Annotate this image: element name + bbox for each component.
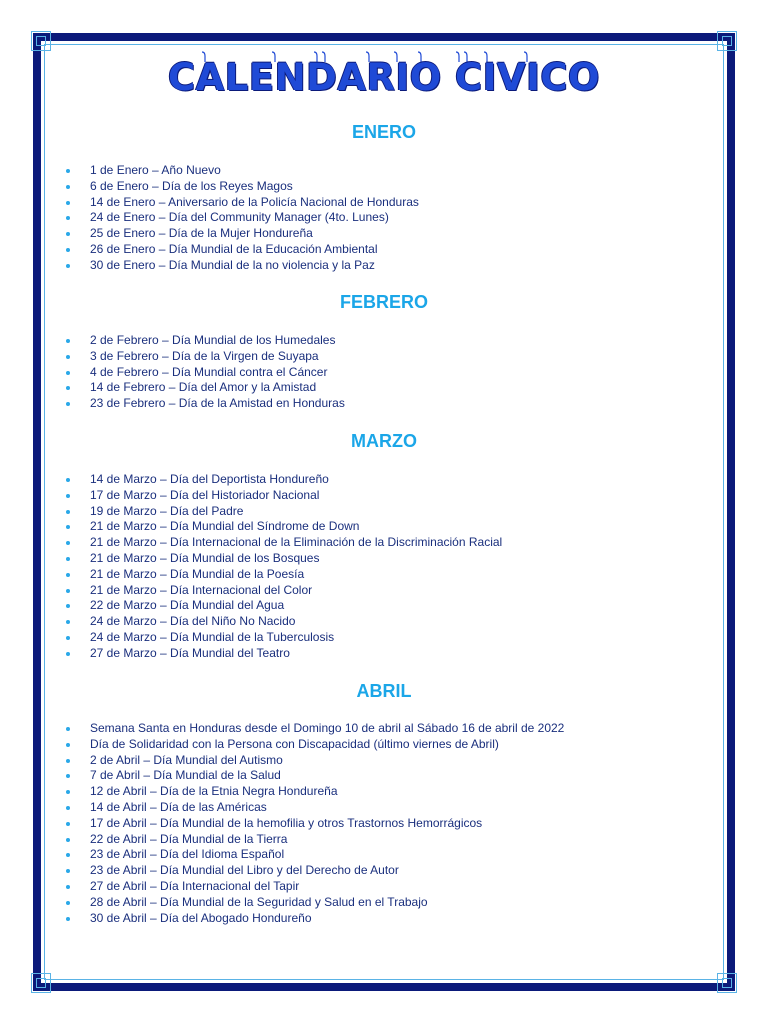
page-title: CALENDARIO CIVICO xyxy=(168,56,600,99)
list-item: 28 de Abril – Día Mundial de la Seguridad y Salud en el Trabajo xyxy=(0,895,768,911)
list-item: 21 de Marzo – Día Internacional del Color xyxy=(0,583,768,599)
list-item: 14 de Enero – Aniversario de la Policía Nacional de Honduras xyxy=(0,195,768,211)
list-item: 14 de Febrero – Día del Amor y la Amistad xyxy=(0,380,768,396)
list-item: 2 de Febrero – Día Mundial de los Humedales xyxy=(0,333,768,349)
corner-ornament-top-right xyxy=(717,31,737,51)
month-heading-abril: ABRIL xyxy=(356,681,412,701)
list-item: 24 de Enero – Día del Community Manager (4to. Lunes) xyxy=(0,210,768,226)
list-item: 4 de Febrero – Día Mundial contra el Cáncer xyxy=(0,365,768,381)
corner-ornament-bottom-left xyxy=(31,973,51,993)
month-heading-marzo: MARZO xyxy=(351,431,417,451)
list-item: 24 de Marzo – Día Mundial de la Tuberculosis xyxy=(0,630,768,646)
list-item: 23 de Abril – Día Mundial del Libro y del Derecho de Autor xyxy=(0,863,768,879)
list-item: 25 de Enero – Día de la Mujer Hondureña xyxy=(0,226,768,242)
list-item: 14 de Marzo – Día del Deportista Hondureño xyxy=(0,472,768,488)
list-item: 23 de Abril – Día del Idioma Español xyxy=(0,847,768,863)
corner-ornament-top-left xyxy=(31,31,51,51)
list-item: 21 de Marzo – Día Mundial de la Poesía xyxy=(0,567,768,583)
list-item: 22 de Abril – Día Mundial de la Tierra xyxy=(0,832,768,848)
month-heading-febrero: FEBRERO xyxy=(339,292,428,312)
list-item: 12 de Abril – Día de la Etnia Negra Hondureña xyxy=(0,784,768,800)
list-item: 21 de Marzo – Día Mundial de los Bosques xyxy=(0,551,768,567)
list-item: 6 de Enero – Día de los Reyes Magos xyxy=(0,179,768,195)
list-item: 27 de Abril – Día Internacional del Tapir xyxy=(0,879,768,895)
month-list-enero xyxy=(0,163,768,274)
list-item: 21 de Marzo – Día Mundial del Síndrome de Down xyxy=(0,519,768,535)
list-item: 24 de Marzo – Día del Niño No Nacido xyxy=(0,614,768,630)
list-item: 26 de Enero – Día Mundial de la Educación Ambiental xyxy=(0,242,768,258)
list-item: 21 de Marzo – Día Internacional de la Eliminación de la Discriminación Racial xyxy=(0,535,768,551)
list-item: 27 de Marzo – Día Mundial del Teatro xyxy=(0,646,768,662)
list-item: 30 de Enero – Día Mundial de la no violencia y la Paz xyxy=(0,258,768,274)
list-item: 17 de Abril – Día Mundial de la hemofilia y otros Trastornos Hemorrágicos xyxy=(0,816,768,832)
month-heading-enero: ENERO xyxy=(351,122,416,142)
list-item: 22 de Marzo – Día Mundial del Agua xyxy=(0,598,768,614)
list-item: 1 de Enero – Año Nuevo xyxy=(0,163,768,179)
corner-ornament-bottom-right xyxy=(717,973,737,993)
list-item: 2 de Abril – Día Mundial del Autismo xyxy=(0,753,768,769)
list-item: 17 de Marzo – Día del Historiador Nacional xyxy=(0,488,768,504)
list-item: 19 de Marzo – Día del Padre xyxy=(0,504,768,520)
list-item: 3 de Febrero – Día de la Virgen de Suyapa xyxy=(0,349,768,365)
list-item: Día de Solidaridad con la Persona con Discapacidad (último viernes de Abril) xyxy=(0,737,768,753)
month-list-abril xyxy=(0,721,768,926)
list-item: 23 de Febrero – Día de la Amistad en Honduras xyxy=(0,396,768,412)
list-item: 14 de Abril – Día de las Américas xyxy=(0,800,768,816)
list-item: 30 de Abril – Día del Abogado Hondureño xyxy=(0,911,768,927)
list-item: Semana Santa en Honduras desde el Domingo 10 de abril al Sábado 16 de abril de 2022 xyxy=(0,721,768,737)
month-list-febrero xyxy=(0,333,768,412)
month-list-marzo xyxy=(0,472,768,662)
list-item: 7 de Abril – Día Mundial de la Salud xyxy=(0,768,768,784)
